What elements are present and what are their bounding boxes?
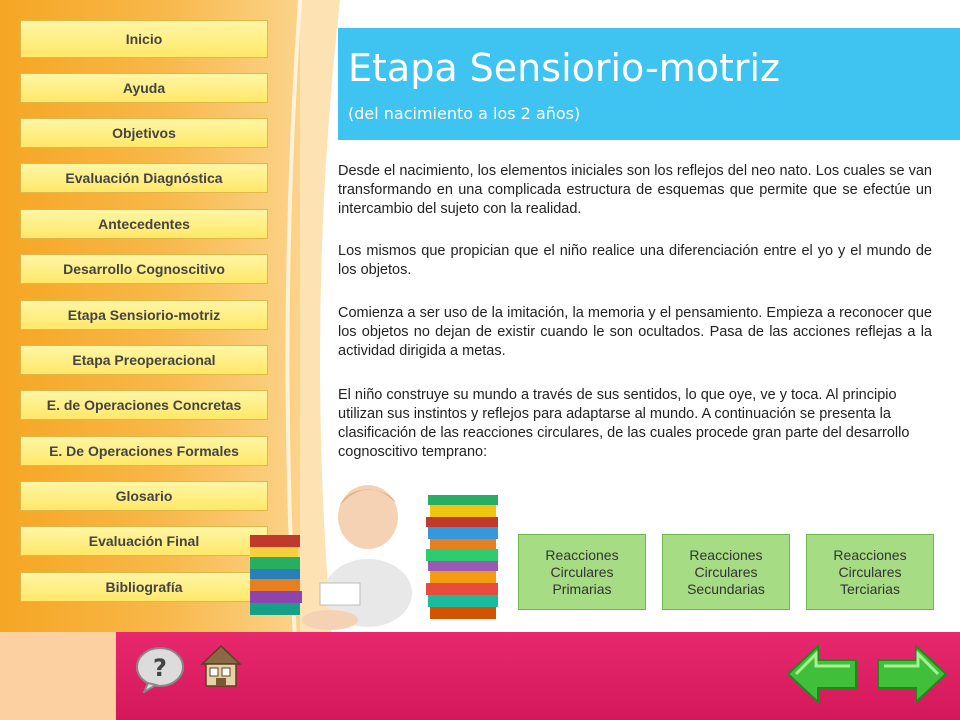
nav-evaluacion-final[interactable]: Evaluación Final: [20, 526, 268, 556]
page-title: Etapa Sensiorio-motriz: [348, 46, 781, 90]
reaction-line: Reacciones: [689, 546, 763, 563]
nav-etapa-preoperacional[interactable]: Etapa Preoperacional: [20, 345, 268, 375]
nav-objetivos[interactable]: Objetivos: [20, 118, 268, 148]
svg-text:?: ?: [153, 654, 167, 682]
reaction-line: Reacciones: [833, 546, 907, 563]
baby-with-books-illustration: [250, 455, 520, 635]
reaction-line: Secundarias: [687, 580, 765, 597]
paragraph-4: El niño construye su mundo a través de sus sentidos, lo que oye, ve y toca. Al principio utilizan sus instintos y reflejos para adaptarse al mundo. A continuación se presenta la clasificación de las reacciones circulares, de las cuales procede gran parte del desarrollo cognoscitivo temprano:: [338, 387, 910, 460]
paragraph-1: Desde el nacimiento, los elementos iniciales son los reflejos del neo nato. Los cuales se van transformando en una complicada estructura de esquemas que permite que se efectúe un intercambio del sujeto con la realidad.: [338, 163, 932, 217]
paragraph-3: Comienza a ser uso de la imitación, la memoria y el pensamiento. Empieza a reconocer que los objetos no dejan de existir cuando le son ocultados. Pasa de las acciones reflejas a la actividad dirigida a metas.: [338, 305, 932, 359]
reaction-line: Circulares: [838, 563, 902, 580]
nav-inicio[interactable]: Inicio: [20, 20, 268, 58]
reaction-line: Reacciones: [545, 546, 619, 563]
nav-operaciones-concretas[interactable]: E. de Operaciones Concretas: [20, 390, 268, 420]
reacciones-secundarias-button[interactable]: [662, 534, 790, 610]
nav-glosario[interactable]: Glosario: [20, 481, 268, 511]
reaction-line: Primarias: [552, 580, 612, 597]
reacciones-primarias-button[interactable]: [518, 534, 646, 610]
nav-ayuda[interactable]: Ayuda: [20, 73, 268, 103]
question-icon[interactable]: [134, 645, 186, 693]
title-banner: [338, 28, 960, 140]
reaction-line: Terciarias: [840, 580, 900, 597]
nav-antecedentes[interactable]: Antecedentes: [20, 209, 268, 239]
page-subtitle: (del nacimiento a los 2 años): [348, 104, 581, 123]
home-icon[interactable]: [198, 642, 244, 690]
reaction-line: Circulares: [550, 563, 614, 580]
reacciones-terciarias-button[interactable]: [806, 534, 934, 610]
nav-desarrollo-cognoscitivo[interactable]: Desarrollo Cognoscitivo: [20, 254, 268, 284]
nav-bibliografia[interactable]: Bibliografía: [20, 572, 268, 602]
paragraph-2: Los mismos que propician que el niño realice una diferenciación entre el yo y el mundo de los objetos.: [338, 243, 932, 278]
arrow-right-icon[interactable]: [874, 642, 950, 706]
reaction-line: Circulares: [694, 563, 758, 580]
bottom-left-panel: [0, 632, 116, 720]
nav-evaluacion-diagnostica[interactable]: Evaluación Diagnóstica: [20, 163, 268, 193]
arrow-left-icon[interactable]: [784, 642, 860, 706]
nav-etapa-sensiorio-motriz[interactable]: Etapa Sensiorio-motriz: [20, 300, 268, 330]
nav-operaciones-formales[interactable]: E. De Operaciones Formales: [20, 436, 268, 466]
